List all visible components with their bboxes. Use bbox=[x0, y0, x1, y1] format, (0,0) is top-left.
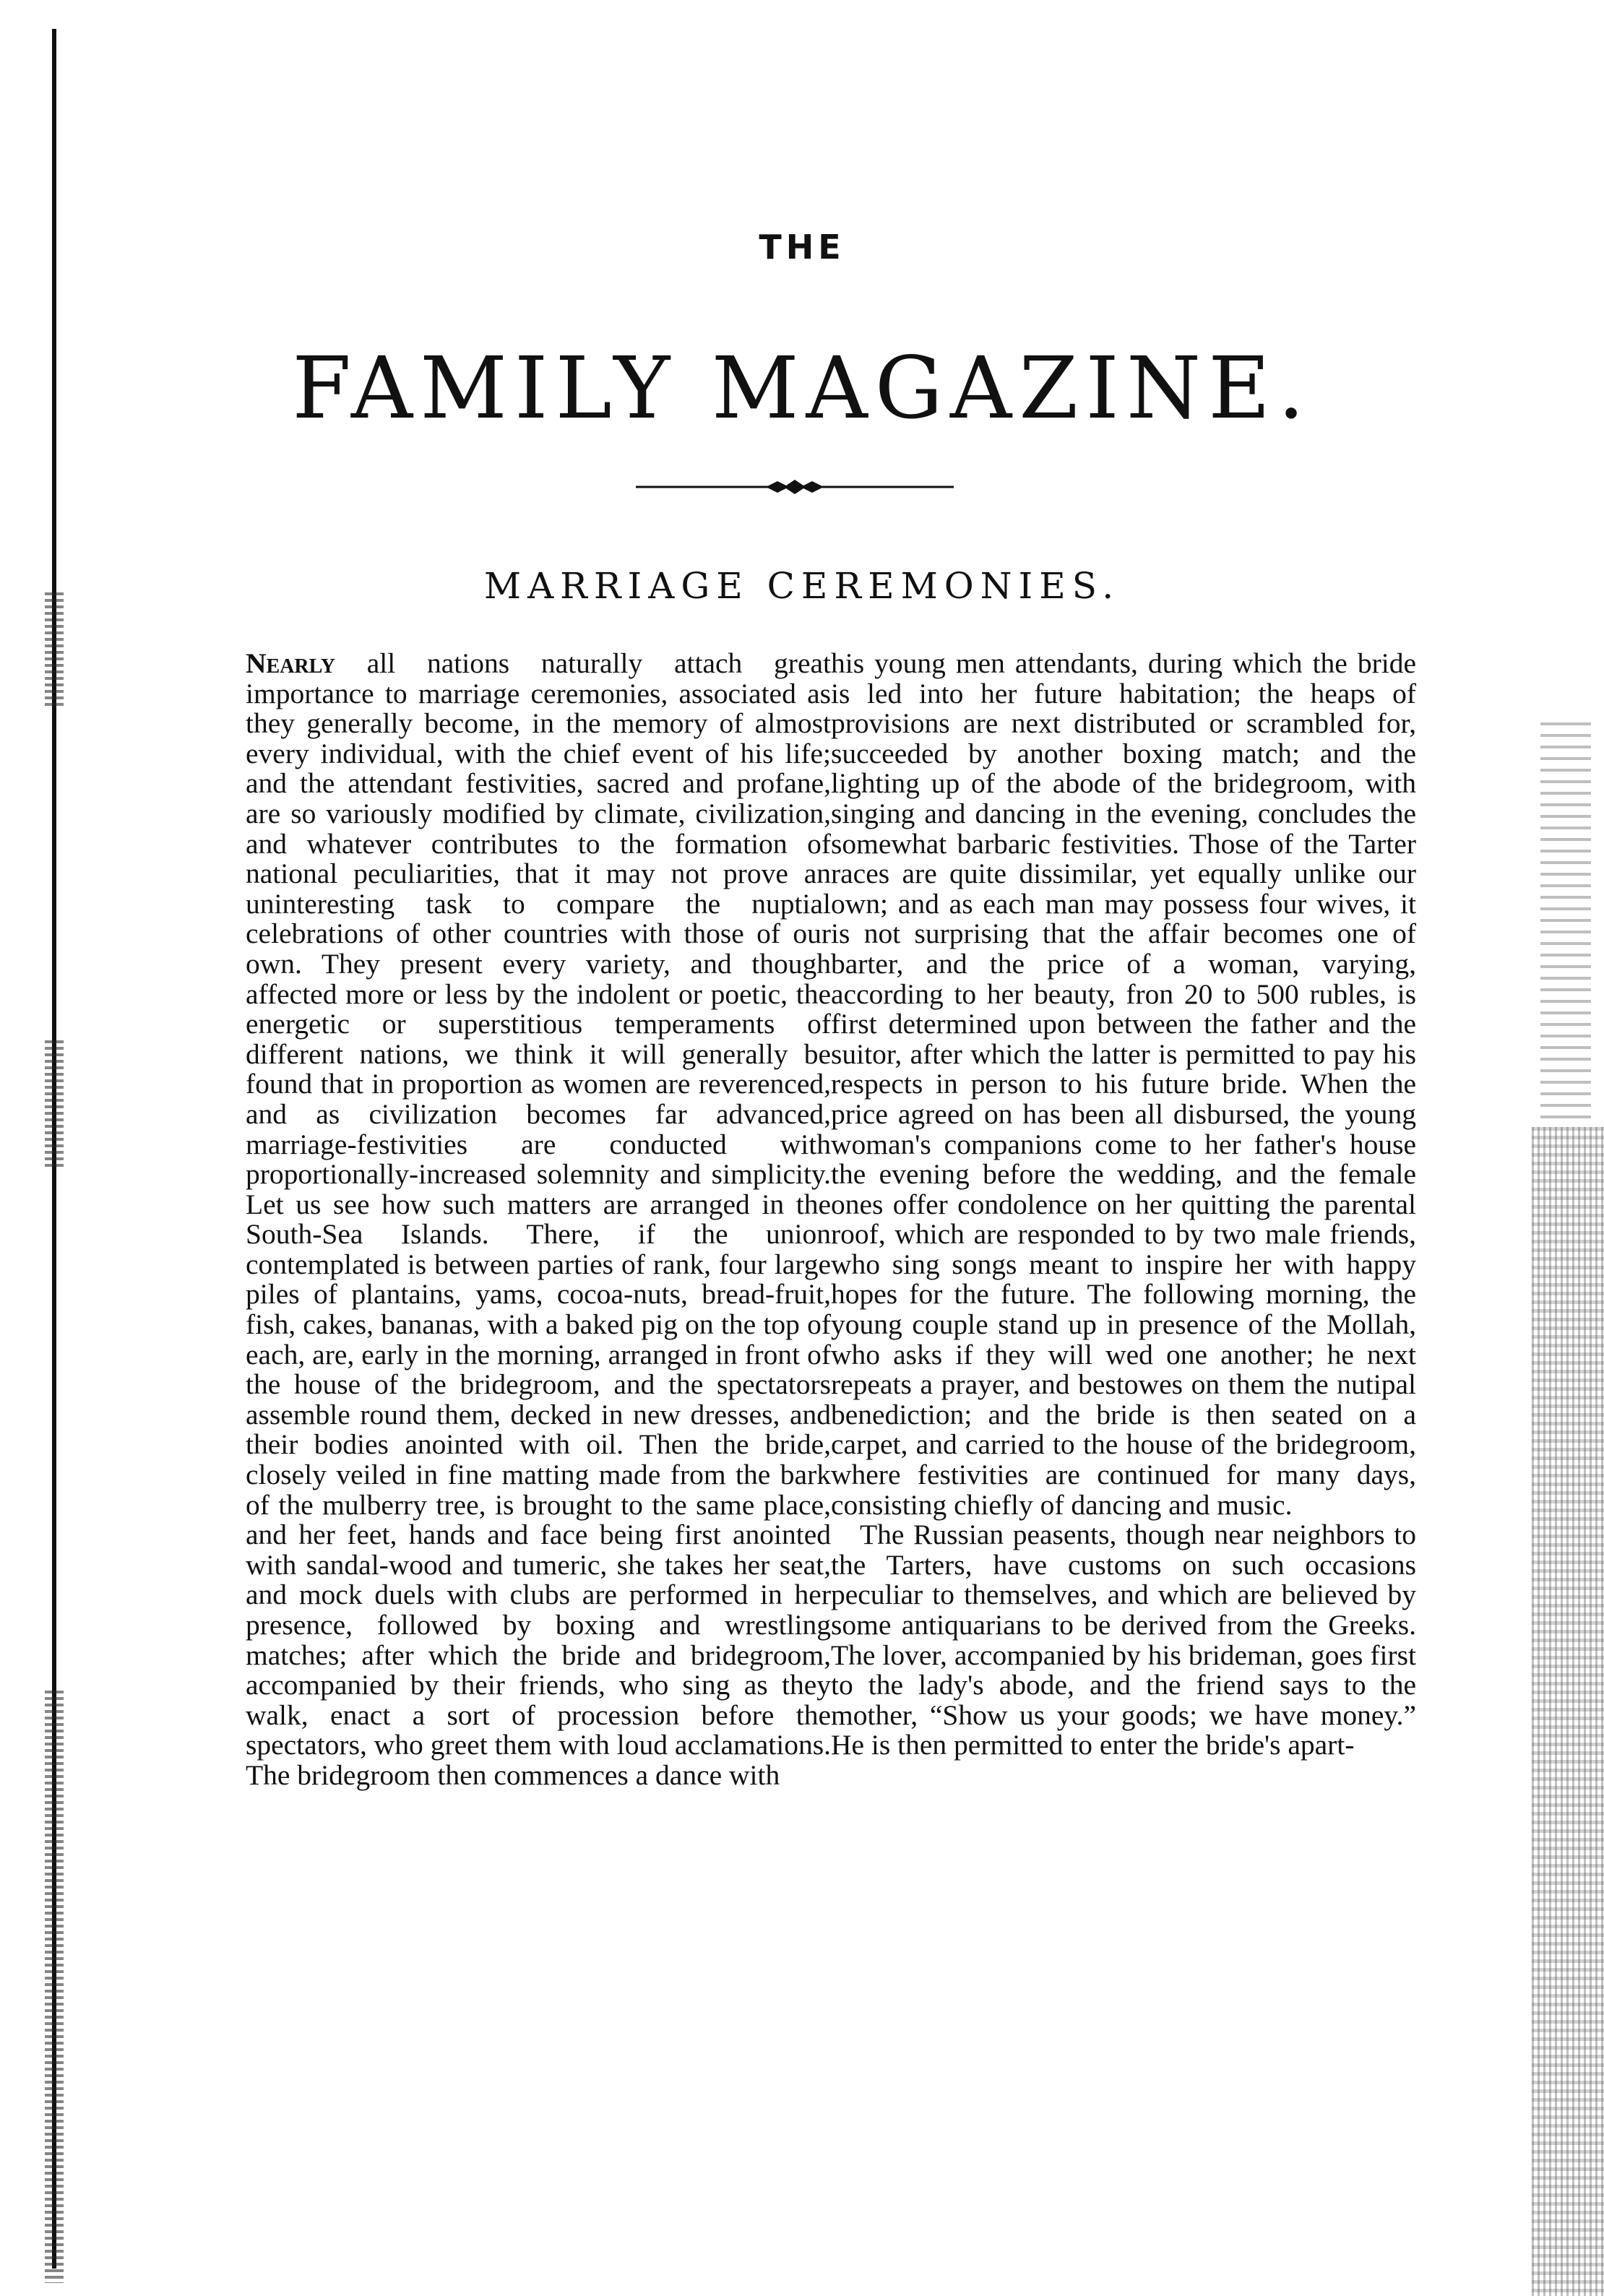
scan-edge-right bbox=[1532, 1127, 1604, 2296]
article-column-left bbox=[246, 649, 831, 1791]
lead-word: Nearly bbox=[246, 647, 335, 679]
ornament-divider bbox=[636, 477, 954, 497]
masthead-title: FAMILY MAGAZINE. bbox=[292, 338, 1312, 438]
scan-smudge bbox=[45, 592, 64, 708]
scan-smudge bbox=[45, 1691, 64, 2283]
paragraph-text: all nations naturally attach great importance to marriage ceremonies, associated as they generally become, in the memory of almost every individual, with the chief event of his life; and the attendant festivities, sacred and profane, are so variously modified by climate, civilization, and whatever contributes to the formation of national peculiarities, that it may not prove an uninteresting task to compare the nuptial celebrations of other countries with those of our own. They present every variety, and though affected more or less by the indolent or poetic, the energetic or superstitious temperaments of different nations, we think it will generally be found that in proportion as women are reverenced, and as civilization becomes far advanced, marriage-festivities are conducted with proportionally-increased solemnity and simplicity. Let us see how such matters are arranged in the South-Sea Islands. There, if the union contemplated is between parties of rank, four large piles of plantains, yams, cocoa-nuts, bread-fruit, fish, cakes, bananas, with a baked pig on the top of each, are, early in the morning, arranged in front of the house of the bridegroom, and the spectators assemble round them, decked in new dresses, and their bodies anointed with oil. Then the bride, closely veiled in fine matting made from the bark of the mulberry tree, is brought to the same place, and her feet, hands and face being first anointed with sandal-wood and tumeric, she takes her seat, and mock duels with clubs are performed in her presence, followed by boxing and wrestling matches; after which the bride and bridegroom, accompanied by their friends, who sing as they walk, enact a sort of procession before the spectators, who greet them with loud acclamations. The bridegroom then commences a dance with bbox=[246, 647, 831, 1791]
scan-edge-right-upper bbox=[1540, 722, 1591, 1127]
article-paragraph: The Russian peasents, though near neighbors to the Tarters, have customs on such occasions peculiar to themselves, and which are believed by some antiquarians to be derived from the Greeks. The lover, accompanied by his brideman, goes first to the lady's abode, and the friend says to the mother, “Show us your goods; we have money.” He is then permitted to enter the bride's apart- bbox=[831, 1519, 1416, 1761]
article-title: MARRIAGE CEREMONIES. bbox=[483, 565, 1121, 607]
article-column-right bbox=[831, 649, 1416, 1761]
masthead-the: THE bbox=[759, 228, 845, 267]
article-paragraph: his young men attendants, during which the bride is led into her future habitation; the heaps of provisions are next distributed or scrambled for, succeeded by another boxing match; and the lighting up of the abode of the bridegroom, with singing and dancing in the evening, concludes the somewhat barbaric festivities. Those of the Tarter races are quite dissimilar, yet equally unlike our own; and as each man may possess four wives, it is not surprising that the affair becomes one of barter, and the price of a woman, varying, according to her beauty, fron 20 to 500 rubles, is first determined upon between the father and the suitor, after which the latter is permitted to pay his respects in person to his future bride. When the price agreed on has been all disbursed, the young woman's companions come to her father's house the evening before the wedding, and the female ones offer condolence on her quitting the parental roof, which are responded to by two male friends, who sing songs meant to inspire her with happy hopes for the future. The following morning, the young couple stand up in presence of the Mollah, who asks if they will wed one another; he next repeats a prayer, and bestowes on them the nutipal benediction; and the bride is then seated on a carpet, and carried to the house of the bridegroom, where festivities are continued for many days, consisting chiefly of dancing and music. bbox=[831, 647, 1416, 1521]
scan-smudge bbox=[45, 1040, 64, 1170]
article-paragraph bbox=[246, 649, 831, 1791]
